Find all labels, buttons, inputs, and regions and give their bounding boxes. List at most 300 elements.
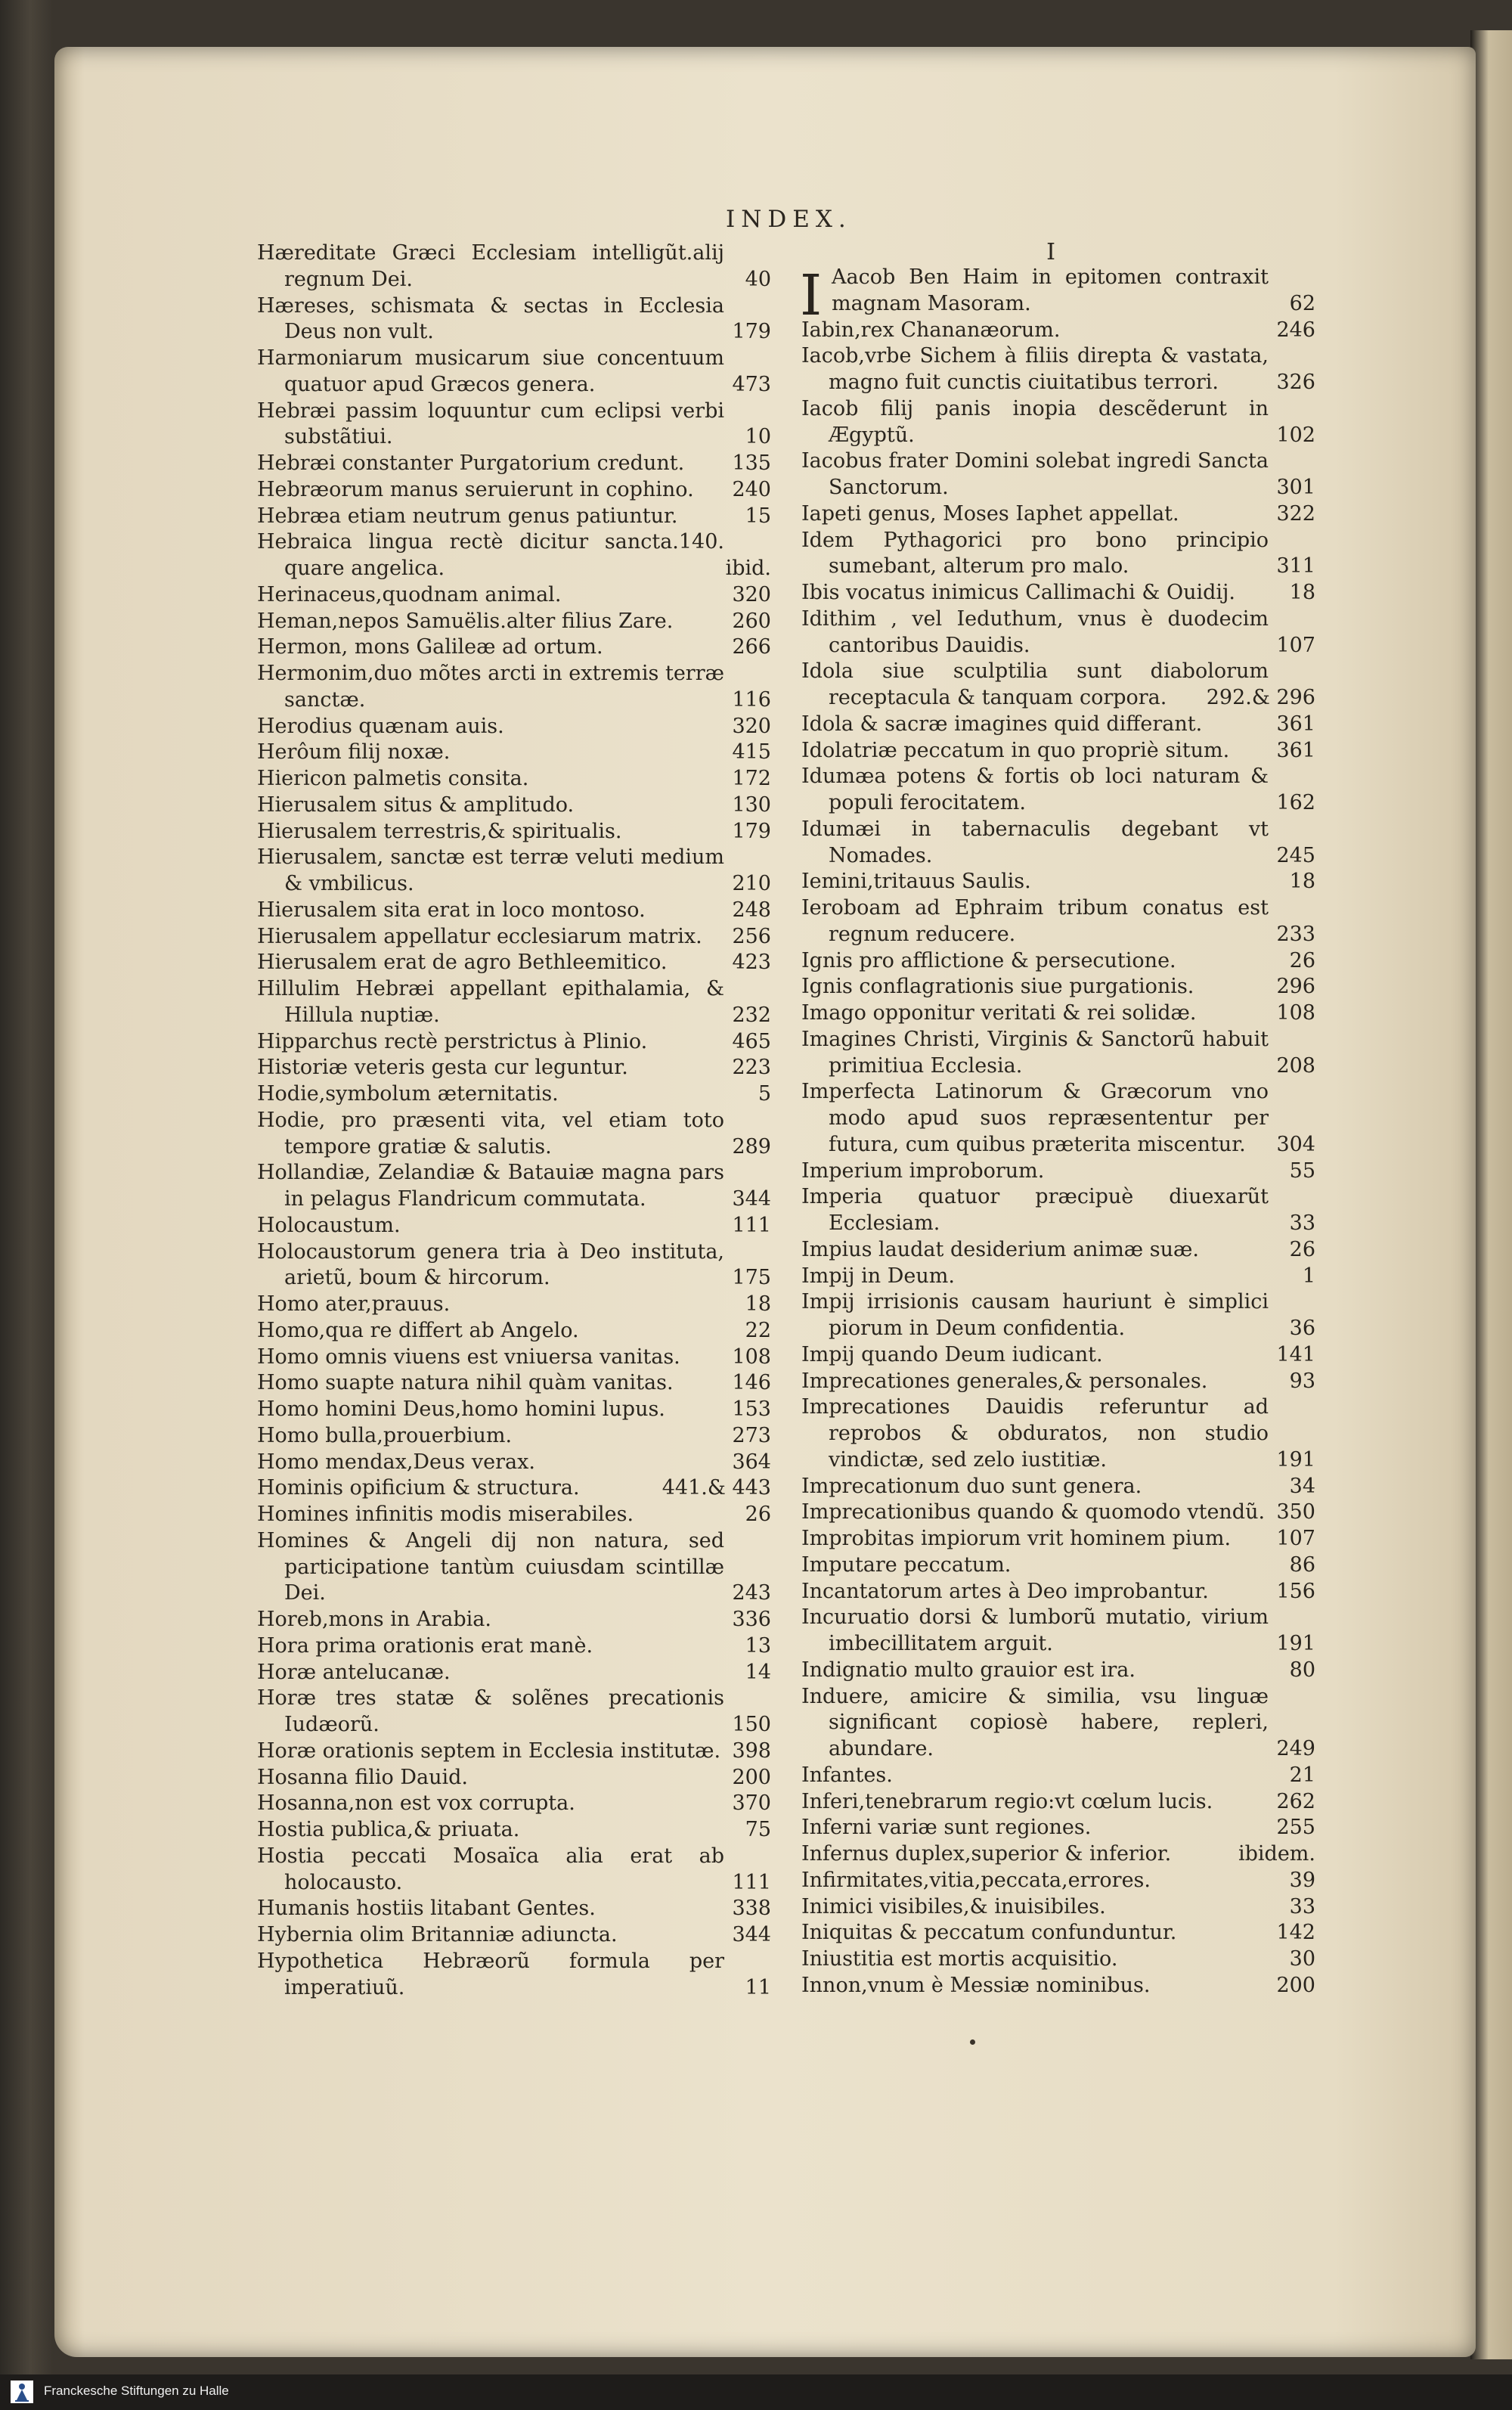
index-entry-text: Inferi,tenebrarum regio:vt cœlum lucis. bbox=[801, 1789, 1213, 1813]
index-entry-page: 36 bbox=[1289, 1317, 1315, 1340]
index-entry-page: 191 bbox=[1276, 1447, 1315, 1472]
index-entry-text: Impij in Deum. bbox=[801, 1264, 955, 1288]
index-entry-page: 107 bbox=[1276, 633, 1315, 657]
index-entry-text: Infernus duplex,superior & inferior. bbox=[801, 1842, 1172, 1866]
index-entry-page: 10 bbox=[745, 425, 771, 449]
index-entry-text: Idumæa potens & fortis ob loci naturam & populi ferocitatem. bbox=[801, 765, 1269, 814]
index-entry-text: Iniquitas & peccatum confunduntur. bbox=[801, 1921, 1177, 1945]
index-entry-page: 116 bbox=[732, 687, 771, 712]
index-entry bbox=[257, 950, 771, 976]
index-entry bbox=[257, 293, 771, 346]
index-entry bbox=[801, 895, 1315, 948]
index-entry bbox=[257, 1844, 771, 1897]
index-entry bbox=[801, 764, 1315, 817]
index-entry bbox=[257, 1423, 771, 1450]
index-entry bbox=[257, 714, 771, 740]
index-entry-page: 210 bbox=[732, 872, 771, 895]
index-entry-text: Inferni variæ sunt regiones. bbox=[801, 1816, 1092, 1840]
index-entry bbox=[257, 845, 771, 898]
index-entry-text: Hebraica lingua rectè dicitur sancta.140. quare angelica. bbox=[257, 530, 724, 580]
index-entry bbox=[801, 1658, 1315, 1684]
footer-institution-name: Franckesche Stiftungen zu Halle bbox=[44, 2384, 229, 2398]
index-entry bbox=[801, 1264, 1315, 1290]
index-entry bbox=[257, 240, 771, 293]
index-entry-text: Harmoniarum musicarum siue concentuum quatuor apud Græcos genera. bbox=[257, 346, 724, 396]
footer-bar bbox=[0, 2374, 1512, 2410]
index-entry-page: 102 bbox=[1276, 423, 1315, 447]
index-entry bbox=[801, 1237, 1315, 1264]
index-entry bbox=[801, 265, 1315, 318]
index-entry-text: Iacobus frater Domini solebat ingredi Sancta Sanctorum. bbox=[801, 449, 1269, 499]
index-entry-text: Imprecationes generales,& personales. bbox=[801, 1369, 1208, 1393]
index-entry-text: Homines infinitis modis miserabiles. bbox=[257, 1503, 634, 1526]
index-entry-page: 233 bbox=[1276, 922, 1315, 946]
index-entry-page: 62 bbox=[1289, 291, 1315, 315]
index-entry-page: 21 bbox=[1289, 1763, 1315, 1787]
index-entry bbox=[801, 1394, 1315, 1473]
index-entry-page: 320 bbox=[732, 582, 771, 606]
index-entry bbox=[801, 948, 1315, 975]
index-entry-page: 130 bbox=[732, 792, 771, 817]
index-entry-page: 18 bbox=[1289, 581, 1315, 604]
index-entry-text: Hæreditate Græci Ecclesiam intelligũt.alij regnum Dei. bbox=[257, 241, 724, 291]
index-entry-page: 301 bbox=[1276, 476, 1315, 499]
index-entry bbox=[257, 1633, 771, 1660]
index-entry-page: 370 bbox=[732, 1791, 771, 1816]
section-letter: I bbox=[1046, 239, 1055, 265]
index-entry bbox=[257, 1345, 771, 1371]
index-entry-text: Humanis hostiis litabant Gentes. bbox=[257, 1897, 596, 1921]
index-entry-page: 175 bbox=[732, 1266, 771, 1290]
index-entry bbox=[257, 1397, 771, 1423]
index-entry-page: ibidem. bbox=[1238, 1842, 1315, 1866]
index-entry-text: Hierusalem terrestris,& spiritualis. bbox=[257, 819, 622, 843]
index-entry-text: Innon,vnum è Messiæ nominibus. bbox=[801, 1973, 1151, 1997]
index-entry-page: 26 bbox=[1289, 948, 1315, 972]
index-entry-page: 146 bbox=[732, 1371, 771, 1395]
adjacent-page-edge bbox=[1470, 30, 1512, 2359]
index-entry bbox=[801, 817, 1315, 870]
index-entry-text: Infantes. bbox=[801, 1763, 893, 1787]
index-entry bbox=[801, 396, 1315, 449]
index-entry-page: 320 bbox=[732, 714, 771, 738]
index-entry-text: Impius laudat desiderium animæ suæ. bbox=[801, 1237, 1199, 1261]
index-entry bbox=[257, 1922, 771, 1949]
index-entry-text: Iabin,rex Chananæorum. bbox=[801, 318, 1061, 342]
index-entry-text: Ieroboam ad Ephraim tribum conatus est regnum reducere. bbox=[801, 896, 1269, 946]
index-entry bbox=[257, 924, 771, 951]
index-entry-page: 15 bbox=[745, 504, 771, 528]
index-entry-text: Homo ater,prauus. bbox=[257, 1292, 451, 1316]
index-entry-text: Horæ tres statæ & solẽnes precationis Iudæorũ. bbox=[257, 1686, 724, 1736]
index-entry-text: Horæ orationis septem in Ecclesia institutæ. bbox=[257, 1738, 721, 1763]
index-entry bbox=[801, 448, 1315, 501]
index-entry bbox=[257, 792, 771, 819]
index-entry-text: Homo omnis viuens est vniuersa vanitas. bbox=[257, 1345, 680, 1369]
index-entry-page: 75 bbox=[745, 1818, 771, 1841]
index-entry-text: Imago opponitur veritati & rei solidæ. bbox=[801, 1001, 1197, 1025]
index-entry bbox=[257, 898, 771, 924]
index-entry bbox=[801, 1526, 1315, 1552]
index-entry-page: 243 bbox=[732, 1581, 771, 1605]
index-entry bbox=[801, 1579, 1315, 1605]
index-entry-text: Hominis opificium & structura. bbox=[257, 1476, 580, 1500]
index-entry bbox=[801, 869, 1315, 895]
index-entry bbox=[257, 1791, 771, 1817]
index-entry-text: Herodius quænam auis. bbox=[257, 714, 504, 738]
index-entry bbox=[801, 1789, 1315, 1816]
index-entry bbox=[257, 346, 771, 399]
index-entry bbox=[257, 582, 771, 609]
index-entry bbox=[801, 1184, 1315, 1237]
index-entry-page: 361 bbox=[1276, 738, 1315, 762]
index-entry bbox=[257, 819, 771, 845]
index-entry-page: 256 bbox=[732, 924, 771, 948]
index-entry-page: 296 bbox=[1276, 975, 1315, 999]
index-entry-page: 208 bbox=[1276, 1053, 1315, 1078]
index-entry bbox=[257, 1081, 771, 1108]
index-entry-page: 423 bbox=[732, 951, 771, 975]
index-entry bbox=[257, 1738, 771, 1765]
index-entry-page: 398 bbox=[732, 1738, 771, 1763]
index-entry-text: Imperia quatuor præcipuè diuexarũt Ecclesiam. bbox=[801, 1185, 1269, 1235]
index-entry-text: Homo bulla,prouerbium. bbox=[257, 1423, 513, 1447]
index-entry-page: 245 bbox=[1276, 843, 1315, 867]
index-entry bbox=[257, 1765, 771, 1791]
index-entry-text: Hebræorum manus seruierunt in cophino. bbox=[257, 477, 694, 501]
index-entry bbox=[801, 974, 1315, 1000]
index-entry bbox=[257, 609, 771, 635]
index-entry bbox=[257, 740, 771, 766]
index-entry bbox=[257, 661, 771, 714]
index-entry-text: Impij irrisionis causam hauriunt è simplici piorum in Deum confidentia. bbox=[801, 1290, 1269, 1340]
index-entry-text: Hipparchus rectè perstrictus à Plinio. bbox=[257, 1029, 648, 1053]
ink-dot bbox=[970, 2039, 975, 2045]
index-entry-page: 255 bbox=[1276, 1816, 1315, 1840]
index-entry-page: 30 bbox=[1289, 1947, 1315, 1971]
index-entry bbox=[257, 1896, 771, 1922]
index-entry-text: Ignis conflagrationis siue purgationis. bbox=[801, 975, 1194, 999]
index-entry-page: 107 bbox=[1276, 1527, 1315, 1550]
index-entry bbox=[257, 1475, 771, 1502]
index-entry bbox=[801, 1973, 1315, 1999]
index-entry bbox=[257, 1108, 771, 1161]
index-entry-text: Improbitas impiorum vrit hominem pium. bbox=[801, 1527, 1232, 1550]
index-entry-text: Horæ antelucanæ. bbox=[257, 1660, 451, 1684]
index-entry-text: Hierusalem, sanctæ est terræ veluti medium & vmbilicus. bbox=[257, 845, 724, 895]
index-entry-text: Imprecationes Dauidis referuntur ad reprobos & obduratos, non studio vindictæ, sed zelo iustitiæ. bbox=[801, 1395, 1269, 1472]
index-entry-text: Idumæi in tabernaculis degebant vt Nomades. bbox=[801, 817, 1269, 867]
index-entry bbox=[257, 1817, 771, 1844]
index-entry bbox=[257, 451, 771, 477]
index-entry bbox=[257, 1370, 771, 1397]
index-entry bbox=[801, 1079, 1315, 1158]
index-entry-page: 33 bbox=[1289, 1211, 1315, 1235]
index-entry-page: 1 bbox=[1302, 1264, 1315, 1288]
index-entry-text: Homo mendax,Deus verax. bbox=[257, 1450, 535, 1474]
index-entry bbox=[801, 1158, 1315, 1185]
index-entry-page: 26 bbox=[745, 1503, 771, 1526]
index-entry-text: Hosanna filio Dauid. bbox=[257, 1765, 468, 1789]
index-entry-page: 364 bbox=[732, 1450, 771, 1474]
index-entry bbox=[257, 1239, 771, 1292]
index-entry-page: 22 bbox=[745, 1318, 771, 1342]
index-entry bbox=[801, 1552, 1315, 1579]
index-entry-page: 232 bbox=[732, 1003, 771, 1027]
index-entry bbox=[257, 1607, 771, 1633]
index-entry-text: Iacob,vrbe Sichem à filiis direpta & vastata, magno fuit cunctis ciuitatibus terrori. bbox=[801, 344, 1269, 394]
index-entry-page: 14 bbox=[745, 1660, 771, 1684]
index-entry-text: Ignis pro afflictione & persecutione. bbox=[801, 948, 1176, 972]
index-entry bbox=[257, 976, 771, 1029]
index-entry-text: Holocaustorum genera tria à Deo instituta, arietũ, boum & hircorum. bbox=[257, 1239, 724, 1290]
index-entry-page: 292.& 296 bbox=[1206, 686, 1315, 709]
index-entry-text: Homines & Angeli dij non natura, sed participatione tantùm cuiusdam scintillæ Dei. bbox=[257, 1528, 724, 1605]
index-entry-text: Horeb,mons in Arabia. bbox=[257, 1608, 491, 1631]
index-entry-page: 111 bbox=[732, 1870, 771, 1894]
index-entry bbox=[801, 712, 1315, 738]
index-entry-page: 111 bbox=[732, 1213, 771, 1237]
index-entry-text: Idem Pythagorici pro bono principio sumebant, alterum pro malo. bbox=[801, 528, 1269, 578]
index-entry bbox=[801, 343, 1315, 396]
index-entry-page: 473 bbox=[732, 372, 771, 396]
index-entry-text: Herinaceus,quodnam animal. bbox=[257, 582, 562, 606]
index-entry-text: Hostia publica,& priuata. bbox=[257, 1818, 520, 1841]
index-entry bbox=[801, 1815, 1315, 1841]
index-entry-text: Hodie,symbolum æternitatis. bbox=[257, 1082, 559, 1106]
index-entry-text: Imagines Christi, Virginis & Sanctorũ habuit primitiua Ecclesia. bbox=[801, 1027, 1269, 1078]
index-entry-page: 304 bbox=[1276, 1132, 1315, 1156]
index-entry-page: 344 bbox=[732, 1923, 771, 1946]
index-entry bbox=[801, 1289, 1315, 1342]
index-entry-page: 108 bbox=[1276, 1001, 1315, 1025]
index-entry-page: 33 bbox=[1289, 1894, 1315, 1918]
index-entry-page: 361 bbox=[1276, 712, 1315, 736]
index-entry-text: Heman,nepos Samuëlis.alter filius Zare. bbox=[257, 609, 674, 633]
index-entry-text: Imperium improborum. bbox=[801, 1158, 1045, 1183]
index-entry-text: Hierusalem situs & amplitudo. bbox=[257, 792, 575, 817]
index-entry bbox=[257, 1055, 771, 1081]
index-entry bbox=[257, 1528, 771, 1607]
franckesche-stiftungen-logo-icon bbox=[11, 2381, 33, 2403]
index-entry bbox=[257, 477, 771, 504]
index-entry-text: Hæreses, schismata & sectas in Ecclesia Deus non vult. bbox=[257, 293, 724, 344]
index-entry-text: Historiæ veteris gesta cur leguntur. bbox=[257, 1056, 628, 1080]
index-entry-text: Hiericon palmetis consita. bbox=[257, 767, 529, 790]
index-entry-text: Incuruatio dorsi & lumborũ mutatio, virium imbecillitatem arguit. bbox=[801, 1605, 1269, 1655]
index-entry-page: 260 bbox=[732, 609, 771, 633]
index-entry-page: 142 bbox=[1276, 1921, 1315, 1945]
index-entry-text: Infirmitates,vitia,peccata,errores. bbox=[801, 1868, 1151, 1892]
index-entry bbox=[801, 528, 1315, 581]
index-entry-text: Idithim , vel Ieduthum, vnus è duodecim cantoribus Dauidis. bbox=[801, 606, 1269, 657]
index-entry-page: 18 bbox=[1289, 870, 1315, 894]
index-entry bbox=[257, 634, 771, 661]
index-entry-page: 18 bbox=[745, 1292, 771, 1316]
index-entry-page: 5 bbox=[758, 1082, 771, 1106]
index-entry-page: 262 bbox=[1276, 1789, 1315, 1813]
index-entry-page: 246 bbox=[1276, 318, 1315, 342]
index-entry bbox=[257, 766, 771, 792]
index-entry-text: Hierusalem erat de agro Bethleemitico. bbox=[257, 951, 668, 975]
index-entry bbox=[801, 1500, 1315, 1526]
page-header: INDEX. bbox=[726, 206, 852, 233]
index-entry-page: 441.& 443 bbox=[662, 1476, 771, 1500]
index-entry-text: Iniustitia est mortis acquisitio. bbox=[801, 1947, 1118, 1971]
index-entry bbox=[801, 1841, 1315, 1868]
index-entry bbox=[257, 1292, 771, 1318]
index-entry bbox=[257, 399, 771, 451]
index-entry-text: Indignatio multo grauior est ira. bbox=[801, 1658, 1136, 1682]
index-entry bbox=[257, 504, 771, 530]
index-entry-text: Homo,qua re differt ab Angelo. bbox=[257, 1318, 579, 1342]
index-entry-text: Hollandiæ, Zelandiæ & Batauiæ magna pars in pelagus Flandricum commutata. bbox=[257, 1161, 724, 1211]
index-entry bbox=[801, 580, 1315, 606]
index-entry-page: 39 bbox=[1289, 1868, 1315, 1892]
index-entry-text: Hodie, pro præsenti vita, vel etiam toto tempore gratiæ & salutis. bbox=[257, 1108, 724, 1158]
index-entry bbox=[801, 1605, 1315, 1658]
index-entry bbox=[257, 1660, 771, 1686]
index-entry-page: 465 bbox=[732, 1029, 771, 1053]
index-entry-text: Idola siue sculptilia sunt diabolorum receptacula & tanquam corpora. bbox=[801, 659, 1269, 709]
index-entry-page: 273 bbox=[732, 1423, 771, 1447]
index-entry-text: Hybernia olim Britanniæ adiuncta. bbox=[257, 1923, 618, 1946]
index-entry-text: Iapeti genus, Moses Iaphet appellat. bbox=[801, 501, 1179, 526]
index-column-right bbox=[801, 240, 1315, 1999]
index-entry-page: 93 bbox=[1289, 1369, 1315, 1393]
index-entry-text: Hebræa etiam neutrum genus patiuntur. bbox=[257, 504, 678, 528]
index-entry bbox=[801, 1474, 1315, 1500]
index-entry-text: Aacob Ben Haim in epitomen contraxit magnam Masoram. bbox=[832, 265, 1269, 315]
index-entry-text: Hebræi passim loquuntur cum eclipsi verbi substãtiui. bbox=[257, 399, 724, 449]
index-entry-text: Homo suapte natura nihil quàm vanitas. bbox=[257, 1371, 674, 1395]
index-entry bbox=[801, 1868, 1315, 1894]
index-entry bbox=[801, 738, 1315, 765]
index-entry-text: Imperfecta Latinorum & Græcorum vno modo apud suos repræsententur per futura, cum quibus præterita miscentur. bbox=[801, 1080, 1269, 1156]
index-entry bbox=[257, 1160, 771, 1213]
index-entry bbox=[801, 1920, 1315, 1946]
index-entry-text: Hermonim,duo mõtes arcti in extremis terræ sanctæ. bbox=[257, 662, 724, 712]
index-entry-page: 11 bbox=[745, 1975, 771, 1999]
index-entry-text: Hostia peccati Mosaïca alia erat ab holocausto. bbox=[257, 1844, 724, 1894]
index-entry bbox=[801, 501, 1315, 528]
index-entry-page: 350 bbox=[1276, 1500, 1315, 1524]
index-entry-page: 141 bbox=[1276, 1342, 1315, 1366]
index-entry bbox=[801, 1369, 1315, 1395]
index-entry-page: 40 bbox=[745, 267, 771, 291]
index-entry-page: 266 bbox=[732, 635, 771, 659]
index-entry-page: 336 bbox=[732, 1608, 771, 1631]
index-entry-page: 248 bbox=[732, 898, 771, 922]
index-entry-page: 200 bbox=[1276, 1973, 1315, 1997]
index-entry-text: Idolatriæ peccatum in quo propriè situm. bbox=[801, 738, 1230, 762]
index-entry-page: 162 bbox=[1276, 791, 1315, 814]
index-entry bbox=[801, 1342, 1315, 1369]
index-entry-text: Hierusalem appellatur ecclesiarum matrix. bbox=[257, 924, 702, 948]
index-entry-page: 150 bbox=[732, 1713, 771, 1736]
index-entry-page: 153 bbox=[732, 1397, 771, 1421]
index-entry bbox=[257, 1686, 771, 1738]
index-entry-text: Impij quando Deum iudicant. bbox=[801, 1342, 1103, 1366]
index-entry bbox=[257, 529, 771, 582]
index-entry-page: 322 bbox=[1276, 501, 1315, 526]
index-entry-text: Idola & sacræ imagines quid differant. bbox=[801, 712, 1203, 736]
index-entry bbox=[801, 1894, 1315, 1921]
index-entry-text: Induere, amicire & similia, vsu linguæ significant copiosè habere, repleri, abundare. bbox=[801, 1684, 1269, 1760]
index-entry-page: 223 bbox=[732, 1056, 771, 1080]
index-entry-page: 249 bbox=[1276, 1737, 1315, 1760]
index-entry-page: 191 bbox=[1276, 1632, 1315, 1655]
index-entry-page: 86 bbox=[1289, 1552, 1315, 1577]
index-entry-text: Hosanna,non est vox corrupta. bbox=[257, 1791, 575, 1816]
index-entry-page: 200 bbox=[732, 1765, 771, 1789]
index-entry-page: 326 bbox=[1276, 371, 1315, 394]
index-entry-text: Hora prima orationis erat manè. bbox=[257, 1633, 593, 1658]
index-entry-text: Homo homini Deus,homo homini lupus. bbox=[257, 1397, 665, 1421]
index-entry bbox=[801, 659, 1315, 712]
index-entry-page: 172 bbox=[732, 767, 771, 790]
index-entry-page: 135 bbox=[732, 451, 771, 475]
index-entry-text: Ibis vocatus inimicus Callimachi & Ouidij. bbox=[801, 581, 1236, 604]
index-entry-text: Inimici visibiles,& inuisibiles. bbox=[801, 1894, 1106, 1918]
index-entry bbox=[257, 1213, 771, 1239]
index-entry bbox=[257, 1949, 771, 2002]
index-entry-page: 179 bbox=[732, 819, 771, 843]
index-entry-text: Herôum filij noxæ. bbox=[257, 740, 451, 765]
index-entry-page: 108 bbox=[732, 1345, 771, 1369]
index-entry-page: 344 bbox=[732, 1187, 771, 1211]
index-entry bbox=[801, 1763, 1315, 1789]
index-entry-text: Hierusalem sita erat in loco montoso. bbox=[257, 898, 646, 922]
index-entry bbox=[801, 1000, 1315, 1027]
index-entry-text: Hillulim Hebræi appellant epithalamia, & Hillula nuptiæ. bbox=[257, 977, 724, 1027]
index-entry-page: ibid. bbox=[725, 557, 771, 580]
index-entry-page: 179 bbox=[732, 320, 771, 344]
index-entry-page: 338 bbox=[732, 1897, 771, 1921]
index-entry-page: 55 bbox=[1289, 1158, 1315, 1183]
index-entry-page: 311 bbox=[1276, 554, 1315, 578]
index-entry-text: Imprecationum duo sunt genera. bbox=[801, 1474, 1142, 1498]
index-entry-text: Hypothetica Hebræorũ formula per imperatiuũ. bbox=[257, 1949, 724, 1999]
index-entry-page: 34 bbox=[1289, 1474, 1315, 1498]
index-entry bbox=[257, 1502, 771, 1528]
index-entry-text: Imprecationibus quando & quomodo vtendũ. bbox=[801, 1500, 1266, 1524]
index-entry-page: 415 bbox=[732, 740, 771, 765]
index-entry-text: Holocaustum. bbox=[257, 1213, 401, 1237]
index-entry bbox=[801, 1027, 1315, 1080]
index-entry bbox=[801, 1946, 1315, 1973]
index-entry-text: Imputare peccatum. bbox=[801, 1552, 1012, 1577]
index-entry-page: 156 bbox=[1276, 1579, 1315, 1603]
index-column-left bbox=[257, 240, 771, 2001]
index-entry-page: 289 bbox=[732, 1134, 771, 1158]
index-entry bbox=[257, 1318, 771, 1345]
index-entry bbox=[801, 606, 1315, 659]
index-entry bbox=[257, 1450, 771, 1476]
index-entry-text: Iemini,tritauus Saulis. bbox=[801, 870, 1031, 894]
index-entry bbox=[801, 318, 1315, 344]
index-entry-text: Hermon, mons Galileæ ad ortum. bbox=[257, 635, 603, 659]
index-entry-text: Iacob filij panis inopia descẽderunt in Ægyptũ. bbox=[801, 396, 1269, 447]
index-entry-text: Hebræi constanter Purgatorium credunt. bbox=[257, 451, 685, 475]
index-entry bbox=[801, 1684, 1315, 1763]
index-entry-text: Incantatorum artes à Deo improbantur. bbox=[801, 1579, 1209, 1603]
index-entry-page: 26 bbox=[1289, 1237, 1315, 1261]
index-entry-page: 13 bbox=[745, 1633, 771, 1658]
index-entry-page: 80 bbox=[1289, 1658, 1315, 1682]
index-entry-page: 240 bbox=[732, 477, 771, 501]
drop-cap: I bbox=[800, 263, 823, 328]
